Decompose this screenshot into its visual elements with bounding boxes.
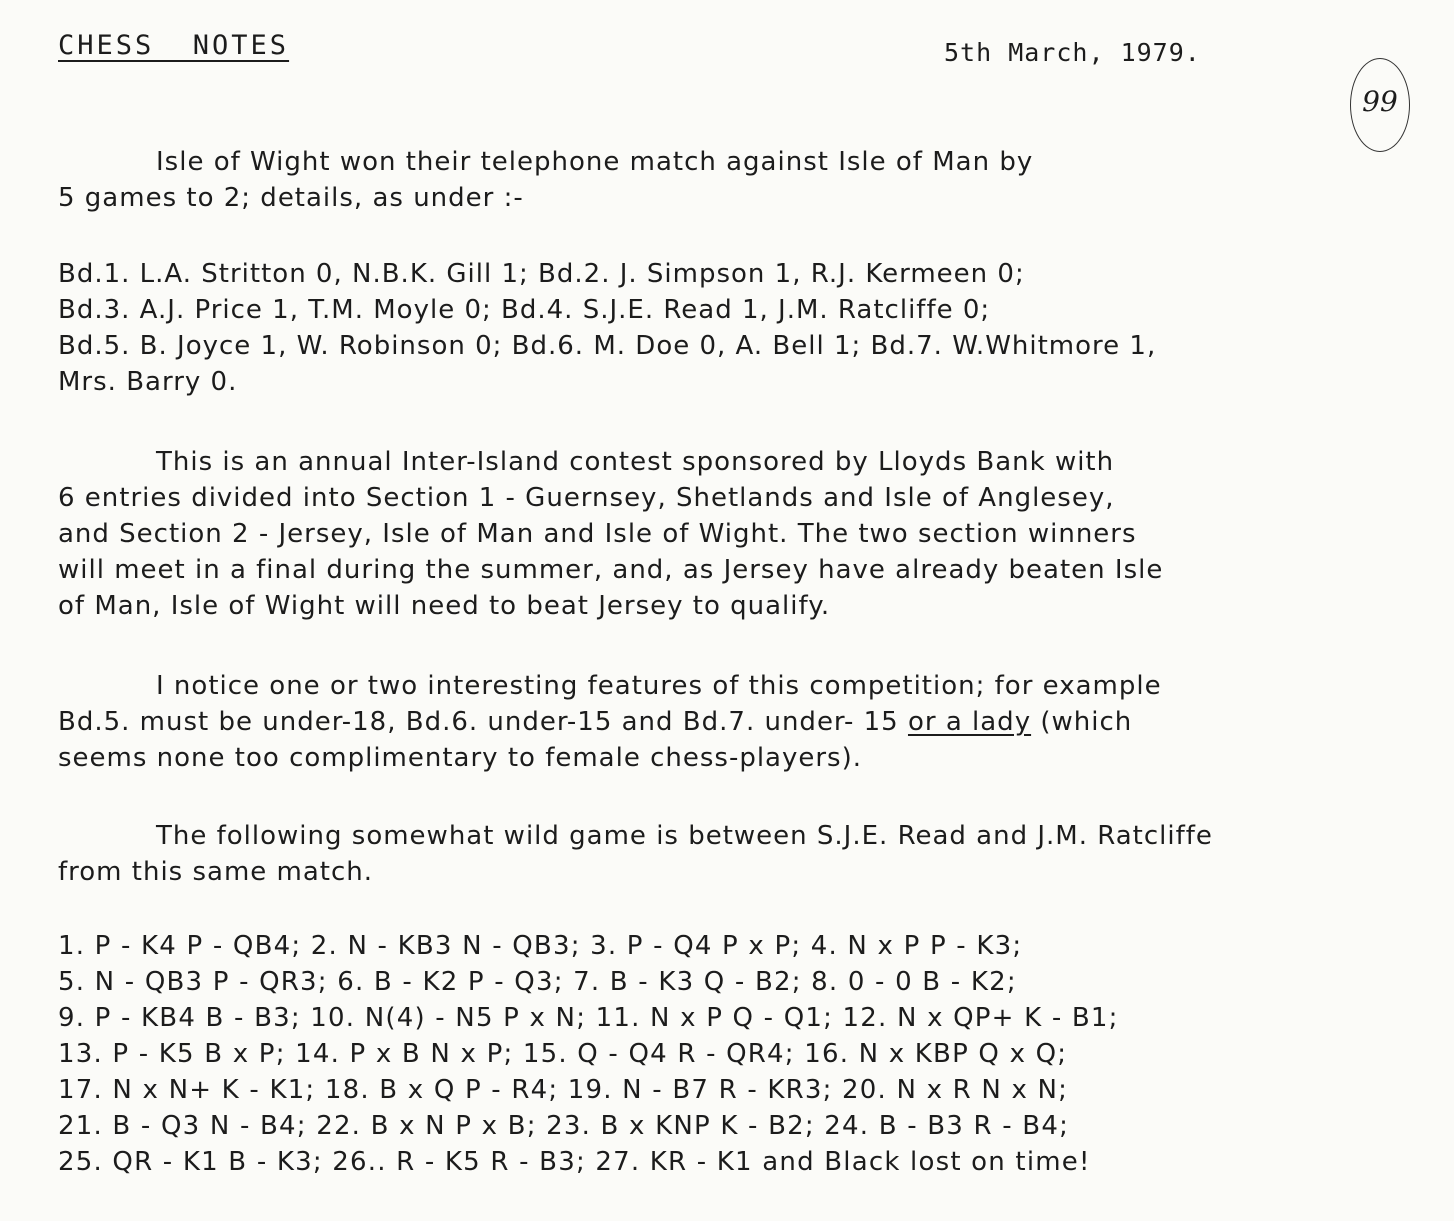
moves-line: 5. N - QB3 P - QR3; 6. B - K2 P - Q3; 7. B - K3 Q - B2; 8. 0 - 0 B - K2; [58, 967, 1017, 997]
board-results-line: Mrs. Barry 0. [58, 367, 238, 397]
underlined-phrase: or a lady [907, 707, 1032, 737]
moves-line: 9. P - KB4 B - B3; 10. N(4) - N5 P x N; 11. N x P Q - Q1; 12. N x QP+ K - B1; [58, 1003, 1119, 1033]
board-results-line: Bd.5. B. Joyce 1, W. Robinson 0; Bd.6. M. Doe 0, A. Bell 1; Bd.7. W.Whitmore 1, [58, 331, 1157, 361]
paragraph-line: will meet in a final during the summer, and, as Jersey have already beaten Isle [58, 555, 1164, 585]
document-date: 5th March, 1979. [944, 38, 1201, 67]
folio-number: 99 [1350, 58, 1410, 152]
board-results-line: Bd.3. A.J. Price 1, T.M. Moyle 0; Bd.4. S.J.E. Read 1, J.M. Ratcliffe 0; [58, 295, 991, 325]
paragraph-contest [58, 444, 1163, 624]
paragraph-line: seems none too complimentary to female chess-players). [58, 743, 863, 773]
paragraph-line: This is an annual Inter-Island contest sponsored by Lloyds Bank with [156, 447, 1115, 477]
paragraph-line [58, 704, 1162, 740]
paragraph-features [58, 668, 1162, 776]
moves-line: 17. N x N+ K - K1; 18. B x Q P - R4; 19. N - B7 R - KR3; 20. N x R N x N; [58, 1075, 1069, 1105]
moves-line: 21. B - Q3 N - B4; 22. B x N P x B; 23. B x KNP K - B2; 24. B - B3 R - B4; [58, 1111, 1070, 1141]
document-title: CHESS NOTES [58, 30, 290, 61]
paragraph-line: The following somewhat wild game is between S.J.E. Read and J.M. Ratcliffe [156, 821, 1213, 851]
paragraph-line: of Man, Isle of Wight will need to beat Jersey to qualify. [58, 591, 831, 621]
paragraph-line: I notice one or two interesting features of this competition; for example [156, 671, 1162, 701]
paragraph-line: and Section 2 - Jersey, Isle of Man and Isle of Wight. The two section winners [58, 519, 1137, 549]
paragraph-line: 6 entries divided into Section 1 - Guernsey, Shetlands and Isle of Anglesey, [58, 483, 1115, 513]
moves-line: 1. P - K4 P - QB4; 2. N - KB3 N - QB3; 3. P - Q4 P x P; 4. N x P P - K3; [58, 931, 1023, 961]
paragraph-game-intro [58, 818, 1213, 890]
paragraph-line: 5 games to 2; details, as under :- [58, 183, 524, 213]
paragraph-line: Isle of Wight won their telephone match against Isle of Man by [156, 147, 1034, 177]
paragraph-line: from this same match. [58, 857, 374, 887]
moves-line: 13. P - K5 B x P; 14. P x B N x P; 15. Q - Q4 R - QR4; 16. N x KBP Q x Q; [58, 1039, 1068, 1069]
board-results-line: Bd.1. L.A. Stritton 0, N.B.K. Gill 1; Bd.2. J. Simpson 1, R.J. Kermeen 0; [58, 259, 1025, 289]
board-results [58, 256, 1156, 400]
moves-line: 25. QR - K1 B - K3; 26.. R - K5 R - B3; 27. KR - K1 and Black lost on time! [58, 1147, 1091, 1177]
game-moves [58, 928, 1119, 1180]
paragraph-text: (which [1031, 707, 1133, 737]
paragraph-text: Bd.5. must be under-18, Bd.6. under-15 and Bd.7. under- 15 [58, 707, 908, 737]
paragraph-intro [58, 144, 1033, 216]
